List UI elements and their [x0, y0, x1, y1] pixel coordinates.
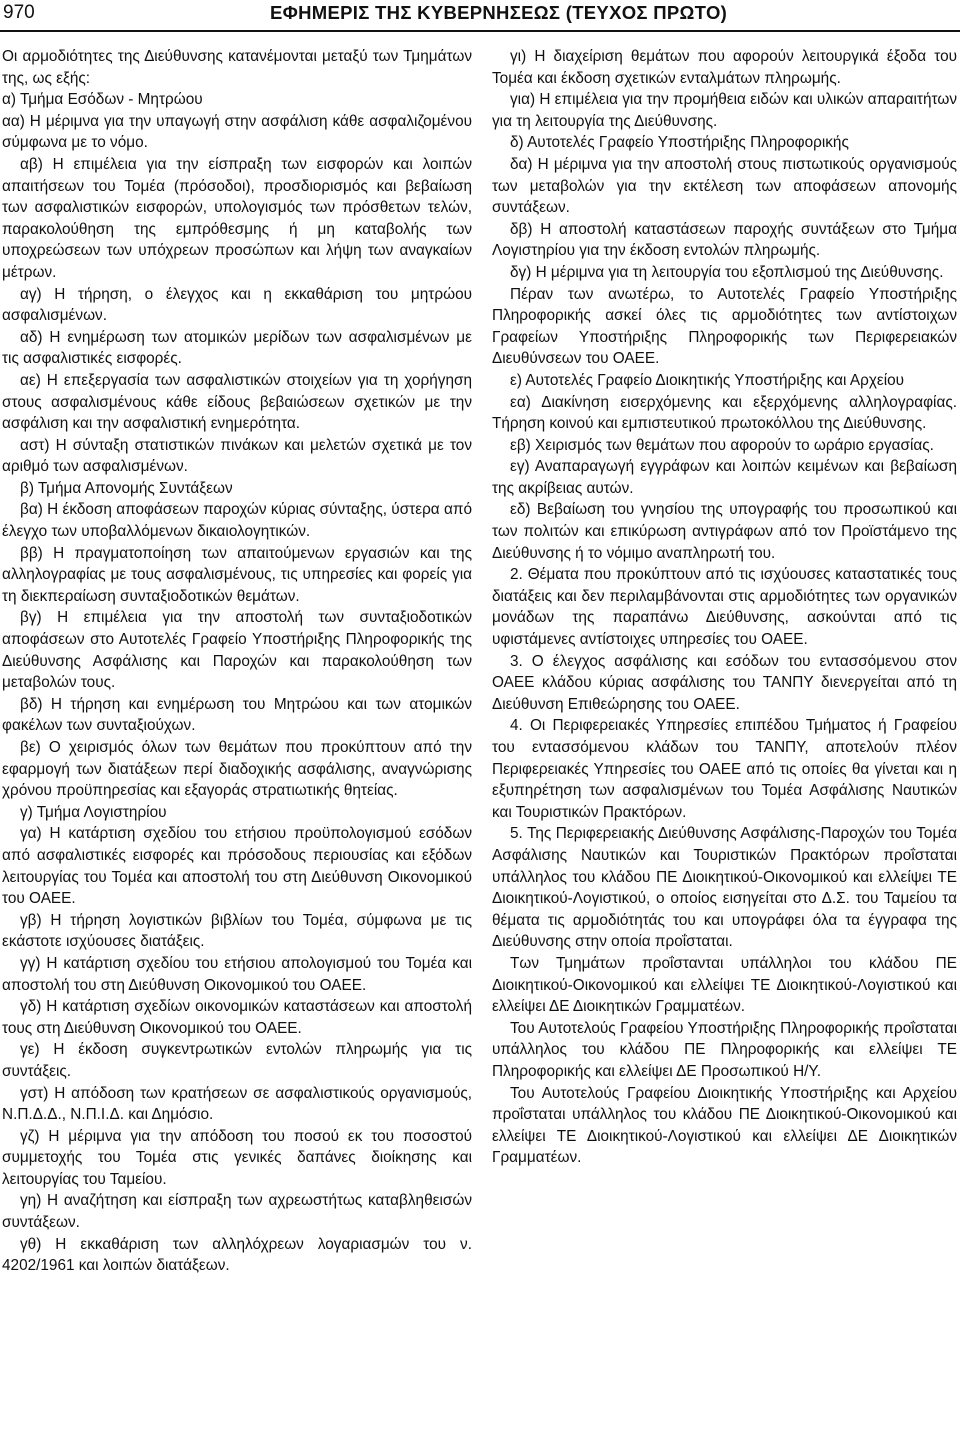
header-divider — [0, 30, 960, 32]
paragraph-ba: βα) Η έκδοση αποφάσεων παροχών κύριας σύνταξης, ύστερα από έλεγχο των υποβαλλόμενων δικαιολογητικών. — [2, 501, 472, 541]
paragraph-item-3: 3. Ο έλεγχος ασφάλισης και εσόδων του εντασσόμενου στον ΟΑΕΕ κλάδου κύριας ασφάλισης του ΤΑΝΠΥ διενεργείται από τη Διεύθυνση Επιθεώρησης του ΟΑΕΕ. — [492, 652, 957, 713]
paragraph-ag: αγ) Η τήρηση, ο έλεγχος και η εκκαθάριση του μητρώου ασφαλισμένων. — [2, 285, 472, 325]
paragraph-item-2: 2. Θέματα που προκύπτουν από τις ισχύουσες καταστατικές τους διατάξεις και δεν περιλαμβάνονται στις αρμοδιότητες των οργανικών μονάδων της παραπάνω Διεύθυνσης, ασκούνται από τις υφιστάμενες αντίστοιχες υπηρεσίες του ΟΑΕΕ. — [492, 566, 957, 649]
left-text-column — [2, 46, 472, 1277]
paragraph-admin-office-head: Του Αυτοτελούς Γραφείου Διοικητικής Υποστήριξης και Αρχείου προΐσταται υπάλληλος του κλάδου ΠΕ Διοικητικού-Οικονομικού και ελλείψει ΤΕ Διοικητικού-Λογιστικού και ελλείψει ΔΕ Διοικητικών Γραμματέων. — [492, 1084, 957, 1167]
paragraph-bb: ββ) Η πραγματοποίηση των απαιτούμενων εργασιών και της αλληλογραφίας με τους ασφαλισμένους, τις υπηρεσίες και φορείς για τη διεκπεραίωση συνταξιοδοτικών θεμάτων. — [2, 544, 472, 605]
paragraph-ed: εδ) Βεβαίωση του γνησίου της υπογραφής του προσωπικού και των πολιτών και επικύρωση αντιγράφων από τον Προϊστάμενο της Διεύθυνσης ή το νόμιμο αναπληρωτή του. — [492, 501, 957, 562]
paragraph-it-office: Πέραν των ανωτέρω, το Αυτοτελές Γραφείο Υποστήριξης Πληροφορικής ασκεί όλες τις αρμοδιότητες των αντίστοιχων Γραφείων Υποστήριξης Πληροφορικής των Περιφερειακών Διευθύνσεων του ΟΑΕΕ. — [492, 285, 957, 368]
paragraph-ea: εα) Διακίνηση εισερχόμενης και εξερχόμενης αλληλογραφίας. Τήρηση κοινού και εμπιστευτικού πρωτοκόλλου της Διεύθυνσης. — [492, 393, 957, 433]
paragraph-it-office-head: Του Αυτοτελούς Γραφείου Υποστήριξης Πληροφορικής προΐσταται υπάλληλος του κλάδου ΠΕ Πληροφορικής και ελλείψει ΤΕ Πληροφορικής και ελλείψει ΔΕ Προσωπικού Η/Υ. — [492, 1019, 957, 1080]
paragraph-be: βε) Ο χειρισμός όλων των θεμάτων που προκύπτουν από την εφαρμογή των διατάξεων περί διαδοχικής ασφάλισης, αναγνώρισης χρόνου προϋπηρεσίας και εξαγοράς στρατιωτικής θητείας. — [2, 739, 472, 800]
paragraph-da: δα) Η μέριμνα για την αποστολή στους πιστωτικούς οργανισμούς των μεταβολών για την εκτέλεση των αποφάσεων απονομής συντάξεων. — [492, 155, 957, 217]
paragraph-gi: γι) Η διαχείριση θεμάτων που αφορούν λειτουργικά έξοδα του Τομέα και έκδοση σχετικών ενταλμάτων πληρωμής. — [492, 48, 957, 87]
paragraph-gg: γγ) Η κατάρτιση σχεδίου του ετήσιου απολογισμού του Τομέα και αποστολή του στη Διεύθυνση Οικονομικού του ΟΑΕΕ. — [2, 954, 472, 994]
paragraph-dg: δγ) Η μέριμνα για τη λειτουργία του εξοπλισμού της Διεύθυνσης. — [510, 263, 944, 281]
paragraph-ast: αστ) Η σύνταξη στατιστικών πινάκων και μελετών σχετικά με τον αριθμό των ασφαλισμένων. — [2, 436, 472, 476]
paragraph-gth: γθ) Η εκκαθάριση των αλληλόχρεων λογαριασμών του ν. 4202/1961 και λοιπών διατάξεων. — [2, 1235, 472, 1275]
paragraph-ab: αβ) Η επιμέλεια για την είσπραξη των εισφορών και λοιπών απαιτήσεων του Τομέα (πρόσοδοι), προσδιορισμός και βεβαίωση των ασφαλιστικών εισφορών, υπολογισμός των πρόσθετων τελών, παρακολούθηση της εμπρόθεσμης ή μη καταβολής των υποχρεώσεων των υπόχρεων προσώπων και λήψη των αναγκαίων μέτρων. — [2, 155, 472, 281]
paragraph-gb: γβ) Η τήρηση λογιστικών βιβλίων του Τομέα, σύμφωνα με τις εκάστοτε ισχύουσες διατάξεις. — [2, 911, 472, 951]
paragraph-ae: αε) Η επεξεργασία των ασφαλιστικών στοιχείων για τη χορήγηση στους ασφαλισμένους κάθε είδους βεβαιώσεων σχετικών με την ασφάλιση και την ασφαλιστική ενημερότητα. — [2, 371, 472, 433]
section-heading-g: γ) Τμήμα Λογιστηρίου — [20, 803, 167, 821]
paragraph-ad: αδ) Η ενημέρωση των ατομικών μερίδων των ασφαλισμένων με τις ασφαλιστικές εισφορές. — [2, 328, 472, 368]
paragraph-db: δβ) Η αποστολή καταστάσεων παροχής συντάξεων στο Τμήμα Λογιστηρίου για την έκδοση εντολών πληρωμής. — [492, 220, 957, 260]
paragraph-eb: εβ) Χειρισμός των θεμάτων που αφορούν το ωράριο εργασίας. — [510, 436, 934, 454]
paragraph-eg: εγ) Αναπαραγωγή εγγράφων και λοιπών κειμένων και βεβαίωση της ακρίβειας αυτών. — [492, 458, 957, 497]
section-heading-d: δ) Αυτοτελές Γραφείο Υποστήριξης Πληροφορικής — [510, 134, 849, 152]
intro-paragraph: Οι αρμοδιότητες της Διεύθυνσης κατανέμονται μεταξύ των Τμημάτων της, ως εξής: — [2, 48, 472, 87]
paragraph-gh: γη) Η αναζήτηση και είσπραξη των αχρεωστήτως καταβληθεισών συντάξεων. — [2, 1192, 472, 1232]
paragraph-gd: γδ) Η κατάρτιση σχεδίων οικονομικών καταστάσεων και αποστολή τους στη Διεύθυνση Οικονομικού του ΟΑΕΕ. — [2, 998, 472, 1037]
section-heading-a: α) Τμήμα Εσόδων - Μητρώου — [2, 91, 203, 109]
paragraph-gst: γστ) Η απόδοση των κρατήσεων σε ασφαλιστικούς οργανισμούς, Ν.Π.Δ.Δ., Ν.Π.Ι.Δ. και Δημόσιο. — [2, 1084, 472, 1124]
section-heading-b: β) Τμήμα Απονομής Συντάξεων — [20, 479, 233, 497]
paragraph-bg: βγ) Η επιμέλεια για την αποστολή των συνταξιοδοτικών αποφάσεων στο Αυτοτελές Γραφείο Υποστήριξης Πληροφορικής της Διεύθυνσης Ασφάλισης και Παροχών και παρακολούθηση των μεταβολών τους. — [2, 609, 472, 692]
paragraph-departments-heads: Των Τμημάτων προΐστανται υπάλληλοι του κλάδου ΠΕ Διοικητικού-Οικονομικού και ελλείψει ΤΕ Διοικητικού-Λογιστικού και ελλείψει ΔΕ Διοικητικών Γραμματέων. — [492, 954, 957, 1016]
paragraph-item-4: 4. Οι Περιφερειακές Υπηρεσίες επιπέδου Τμήματος ή Γραφείου του εντασσόμενου κλάδων του ΤΑΝΠΥ, αποτελούν πλέον Περιφερειακές Υπηρεσίες του ΟΑΕΕ από τις οποίες θα γίνεται και η εξυπηρέτηση των ασφαλισμένων του Τομέα Ασφάλισης Ναυτικών και Τουριστικών Πρακτόρων. — [492, 717, 957, 821]
paragraph-ga: γα) Η κατάρτιση σχεδίου του ετήσιου προϋπολογισμού εσόδων από ασφαλιστικές εισφορές και πρόσοδους περιουσίας και εξόδων λειτουργίας του Τομέα και αποστολή του στη Διεύθυνση Οικονομικού του ΟΑΕΕ. — [2, 825, 472, 908]
right-text-column — [492, 46, 957, 1169]
paragraph-item-5: 5. Της Περιφερειακής Διεύθυνσης Ασφάλισης-Παροχών του Τομέα Ασφάλισης Ναυτικών και Τουριστικών Πρακτόρων προΐσταται υπάλληλος του κλάδου ΠΕ Διοικητικού-Οικονομικού και ελλείψει ΤΕ Διοικητικού-Λογιστικού, ο οποίος εισηγείται στο Δ.Σ. του Ταμείου τα θέματα τις αρμοδιότητάς του και υπογράφει όλα τα έγγραφα της Διεύθυνσης στην οποία προΐσταται. — [492, 825, 957, 951]
page-number: 970 — [3, 2, 35, 23]
paragraph-bd: βδ) Η τήρηση και ενημέρωση του Μητρώου και των ατομικών φακέλων των συνταξιούχων. — [2, 695, 472, 735]
paragraph-gz: γζ) Η μέριμνα για την απόδοση του ποσού εκ του ποσοστού συμμετοχής του Τομέα στις γενικές δαπάνες διοίκησης και λειτουργίας του Ταμείου. — [2, 1127, 472, 1188]
paragraph-aa: αα) Η μέριμνα για την υπαγωγή στην ασφάλιση κάθε ασφαλιζομένου σύμφωνα με το νόμο. — [2, 112, 472, 152]
page-header — [0, 0, 960, 36]
paragraph-ge: γε) Η έκδοση συγκεντρωτικών εντολών πληρωμής για τις συντάξεις. — [2, 1041, 472, 1080]
paragraph-gia: για) Η επιμέλεια για την προμήθεια ειδών και υλικών απαραιτήτων για τη λειτουργία της Διεύθυνσης. — [492, 91, 957, 130]
section-heading-e: ε) Αυτοτελές Γραφείο Διοικητικής Υποστήριξης και Αρχείου — [510, 371, 905, 389]
gazette-title: ΕΦΗΜΕΡΙΣ ΤΗΣ ΚΥΒΕΡΝΗΣΕΩΣ (ΤΕΥΧΟΣ ΠΡΩΤΟ) — [270, 2, 728, 23]
